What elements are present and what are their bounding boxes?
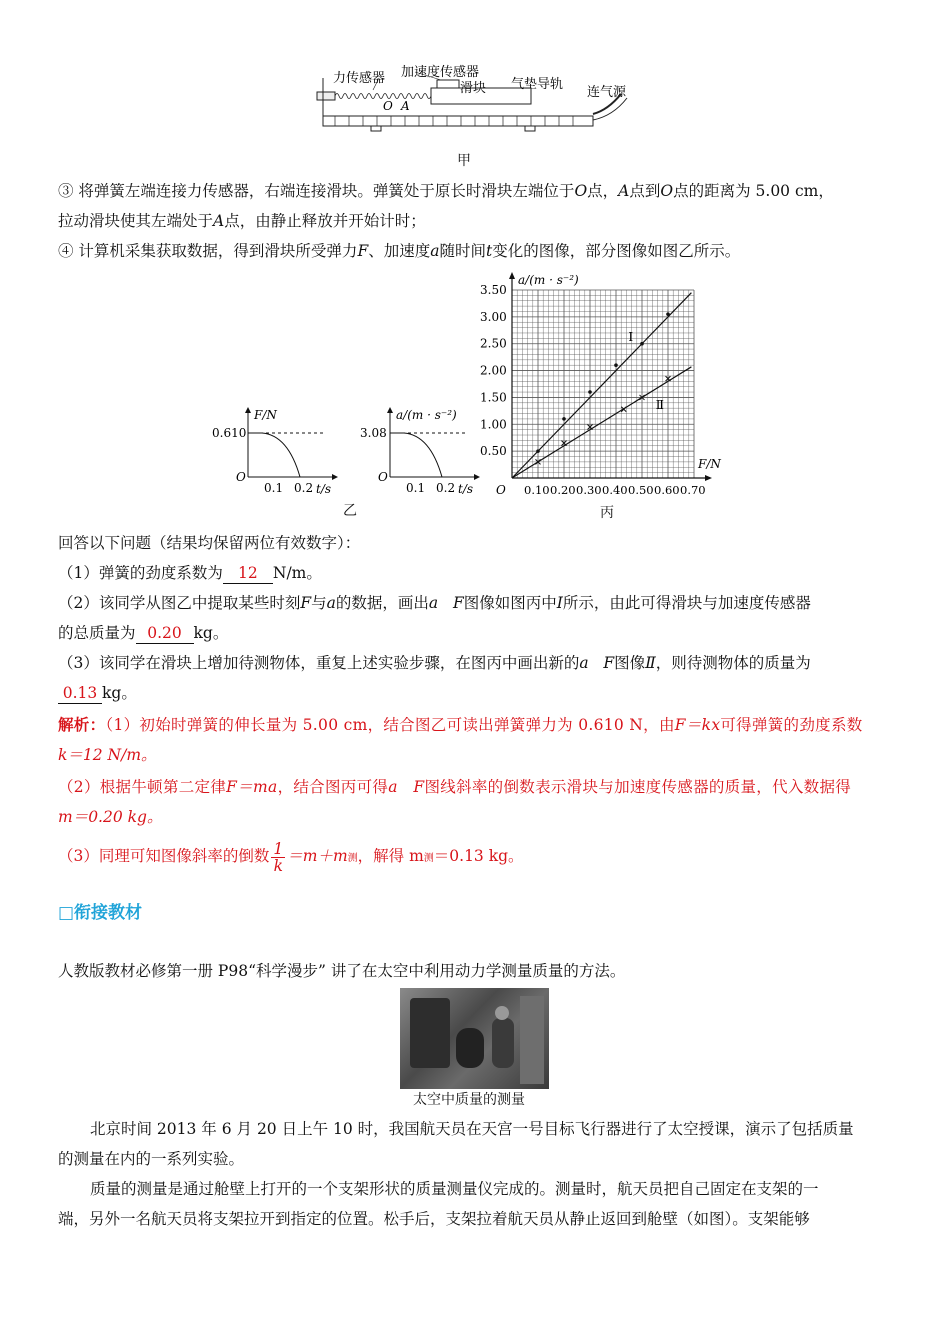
series-1-point <box>588 390 592 394</box>
series-1-point <box>666 312 670 316</box>
chart-origin-label: O <box>496 483 506 497</box>
step3-line1: ③ 将弹簧左端连接力传感器，右端连接滑块。弹簧处于原长时滑块左端位于O点，A点到O点的距离为 5.00 cm， <box>58 182 834 200</box>
step4-line: ④ 计算机采集获取数据，得到滑块所受弹力F、加速度a随时间t变化的图像，部分图像如图乙所示。 <box>58 242 741 260</box>
yi-left-xtick-2: 0.2 <box>294 481 314 495</box>
yi-right-xlabel: t/s <box>458 482 474 496</box>
force-time-graph <box>210 405 340 497</box>
space-mass-measurement-photo <box>400 988 549 1089</box>
yi-right-ylabel: a/(m · s⁻²) <box>396 408 457 422</box>
solution-p3: （3）同理可知图像斜率的倒数 $\frac{1}{k}$ ＝m＋m测，解得 m测＝0.13 kg。 <box>58 839 524 875</box>
questions-intro: 回答以下问题（结果均保留两位有效数字）： <box>58 534 361 552</box>
x-tick-label: 0.50 <box>628 483 654 497</box>
y-tick-label: 1.50 <box>480 390 507 405</box>
solution-p1-line2: k＝12 N/m。 <box>58 746 157 764</box>
textbook-para2-line2: 端，另外一名航天员将支架拉开到指定的位置。松手后，支架拉着航天员从静止返回到舱壁（如图）。支架能够 <box>58 1210 810 1228</box>
solution-p2-line1: （2）根据牛顿第二定律F＝ma，结合图丙可得a F图线斜率的倒数表示滑块与加速度传感器的质量，代入数据得 <box>58 778 852 796</box>
textbook-para1-line1: 北京时间 2013 年 6 月 20 日上午 10 时，我国航天员在天宫一号目标飞行器进行了太空授课，演示了包括质量 <box>90 1120 854 1138</box>
y-tick-label: 3.50 <box>480 283 507 297</box>
x-tick-label: 0.60 <box>654 483 680 497</box>
point-o-label: O <box>383 99 393 113</box>
textbook-intro: 人教版教材必修第一册 P98“科学漫步” 讲了在太空中利用动力学测量质量的方法。 <box>58 962 626 980</box>
air-rail-label: 气垫导轨 <box>511 77 564 92</box>
q1-answer: 12 <box>223 563 273 584</box>
series-label-1: Ⅰ <box>628 330 634 345</box>
yi-left-ylabel: F/N <box>254 408 277 422</box>
textbook-para2-line1: 质量的测量是通过舱壁上打开的一个支架形状的质量测量仪完成的。测量时，航天员把自己固定在支架的一 <box>90 1180 819 1198</box>
solution-p1-line1: 解析：（1）初始时弹簧的伸长量为 5.00 cm，结合图乙可读出弹簧弹力为 0.610 N，由F＝kx可得弹簧的劲度系数 <box>58 715 863 734</box>
force-sensor-label: 力传感器 <box>333 71 386 86</box>
yi-right-origin: O <box>378 470 388 484</box>
yi-left-xlabel: t/s <box>316 482 332 496</box>
accel-force-chart <box>470 268 740 500</box>
x-tick-label: 0.10 <box>524 483 550 497</box>
question-1: （1）弹簧的劲度系数为 12 N/m。 <box>58 564 322 582</box>
apparatus-diagram <box>315 58 645 138</box>
chart-y-axis-label: a/(m · s⁻²) <box>518 273 579 287</box>
series-1-point <box>536 449 540 453</box>
y-tick-label: 0.50 <box>480 444 507 459</box>
series-1-point <box>640 342 644 346</box>
yi-right-xtick-2: 0.2 <box>436 481 456 495</box>
chart-x-axis-label: F/N <box>698 457 721 471</box>
x-tick-label: 0.40 <box>602 483 628 497</box>
y-axis-arrow <box>509 272 515 279</box>
series-label-2: Ⅱ <box>655 398 664 413</box>
y-tick-label: 2.00 <box>480 363 507 378</box>
air-source-label: 连气源 <box>587 85 627 100</box>
slider-label: 滑块 <box>460 81 487 96</box>
y-tick-label: 2.50 <box>480 336 507 351</box>
accel-sensor-label: 加速度传感器 <box>401 65 480 80</box>
figure-bing-caption: 丙 <box>600 505 614 521</box>
solution-p2-line2: m＝0.20 kg。 <box>58 808 163 826</box>
photo-caption: 太空中质量的测量 <box>413 1092 525 1108</box>
textbook-para1-line2: 的测量在内的一系列实验。 <box>58 1150 245 1168</box>
slope-fraction: $\frac{1}{k}$ <box>273 839 284 875</box>
x-axis-arrow <box>705 475 712 481</box>
x-tick-label: 0.20 <box>550 483 576 497</box>
yi-right-yvalue: 3.08 <box>360 426 387 440</box>
y-tick-label: 1.00 <box>480 417 507 432</box>
q3-answer: 0.13 <box>58 683 102 704</box>
section-heading: □衔接教材 <box>58 903 143 923</box>
step3-line2: 拉动滑块使其左端处于A点，由静止释放并开始计时； <box>58 212 426 230</box>
yi-left-xtick-1: 0.1 <box>264 481 284 495</box>
point-a-label: A <box>401 99 410 113</box>
figure-yi-caption: 乙 <box>343 503 357 519</box>
y-tick-label: 3.00 <box>480 309 507 324</box>
x-tick-label: 0.70 <box>680 483 706 497</box>
yi-left-yvalue: 0.610 <box>212 426 247 440</box>
yi-left-origin: O <box>236 470 246 484</box>
series-1-point <box>614 363 618 367</box>
question-2-line1: （2）该同学从图乙中提取某些时刻F与a的数据，画出a F图像如图丙中Ⅰ所示，由此可得滑块与加速度传感器 <box>58 594 811 612</box>
question-3-line1: （3）该同学在滑块上增加待测物体，重复上述实验步骤，在图丙中画出新的a F图像Ⅱ，则待测物体的质量为 <box>58 654 811 672</box>
x-tick-label: 0.30 <box>576 483 602 497</box>
q2-answer: 0.20 <box>136 623 194 644</box>
yi-right-xtick-1: 0.1 <box>406 481 426 495</box>
accel-time-graph <box>352 405 482 497</box>
question-2-line2: 的总质量为 0.20 kg。 <box>58 624 229 642</box>
figure-jia-caption: 甲 <box>457 153 471 169</box>
series-1-point <box>562 417 566 421</box>
question-3-line2: 0.13 kg。 <box>58 683 898 704</box>
